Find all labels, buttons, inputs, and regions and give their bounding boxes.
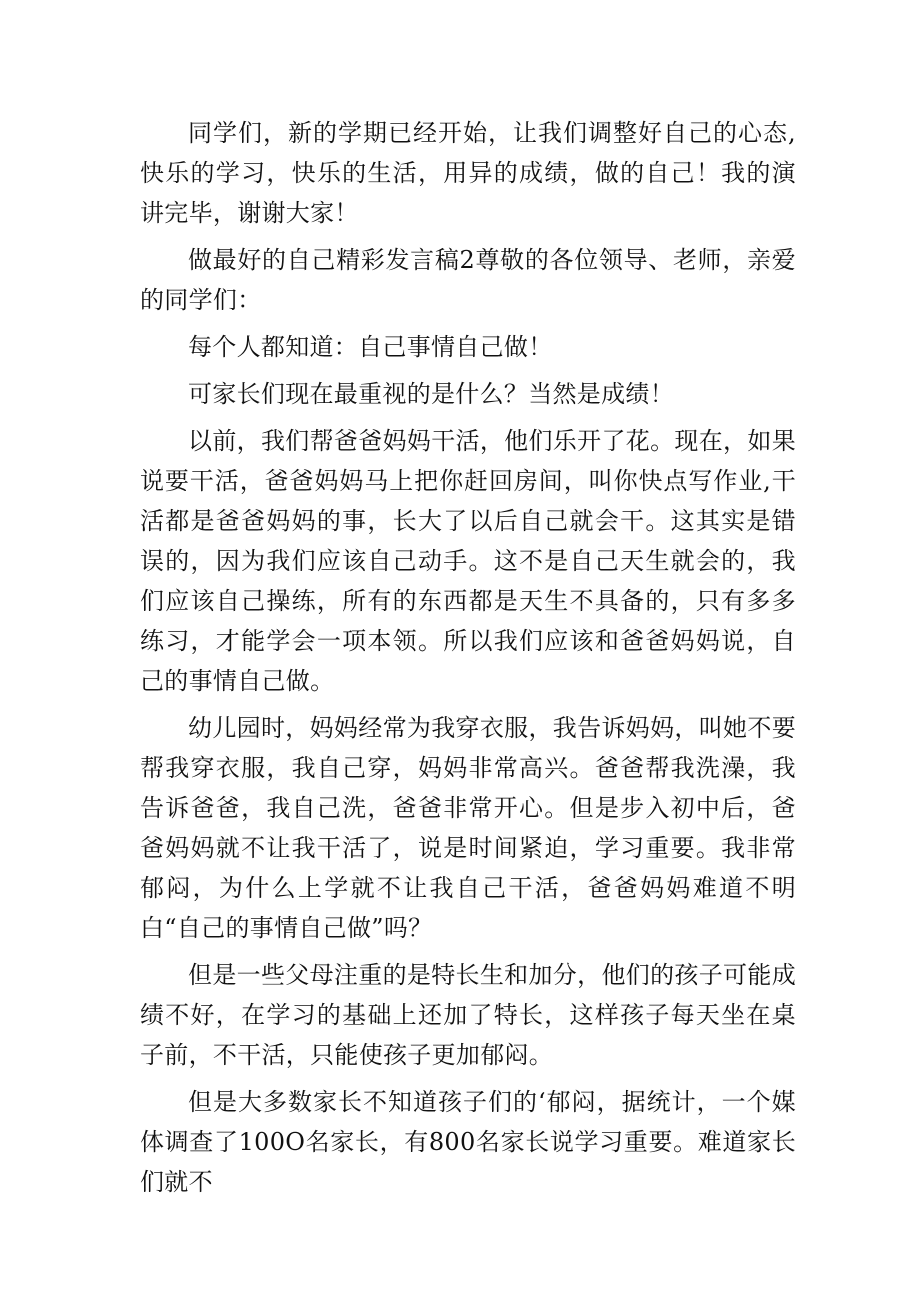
paragraph-closing-remarks: 同学们，新的学期已经开始，让我们调整好自己的心态,快乐的学习，快乐的生活，用异的成绩，做的自己！我的演讲完毕，谢谢大家！ xyxy=(140,119,796,227)
paragraph-everyone-knows: 每个人都知道：自己事情自己做！ xyxy=(188,333,553,361)
speech-text-body xyxy=(140,113,796,1209)
paragraph-talents-and-scores: 但是一些父母注重的是特长生和加分，他们的孩子可能成绩不好，在学习的基础上还加了特长，这样孩子每天坐在桌子前，不干活，只能使孩子更加郁闷。 xyxy=(140,961,796,1069)
paragraph-survey-statistics: 但是大多数家长不知道孩子们的‘郁闷，据统计，一个媒体调查了100O名家长，有800名家长说学习重要。难道家长们就不 xyxy=(140,1088,796,1196)
paragraph-helping-parents: 以前，我们帮爸爸妈妈干活，他们乐开了花。现在，如果说要干活，爸爸妈妈马上把你赶回房间，叫你快点写作业,干活都是爸爸妈妈的事，长大了以后自己就会干。这其实是错误的，因为我们应该自己动手。这不是自己天生就会的，我们应该自己操练，所有的东西都是天生不具备的，只有多多练习，才能学会一项本领。所以我们应该和爸爸妈妈说，自己的事情自己做。 xyxy=(140,427,796,695)
paragraph-parents-priority: 可家长们现在最重视的是什么？当然是成绩！ xyxy=(188,380,674,408)
paragraph-kindergarten-memory: 幼儿园时，妈妈经常为我穿衣服，我告诉妈妈，叫她不要帮我穿衣服，我自己穿，妈妈非常高兴。爸爸帮我洗澡，我告诉爸爸，我自己洗，爸爸非常开心。但是步入初中后，爸爸妈妈就不让我干活了，说是时间紧迫，学习重要。我非常郁闷，为什么上学就不让我自己干活，爸爸妈妈难道不明白“自己的事情自己做”吗？ xyxy=(140,714,796,942)
paragraph-speech-title-greeting: 做最好的自己精彩发言稿2尊敬的各位领导、老师，亲爱的同学们： xyxy=(140,246,796,314)
